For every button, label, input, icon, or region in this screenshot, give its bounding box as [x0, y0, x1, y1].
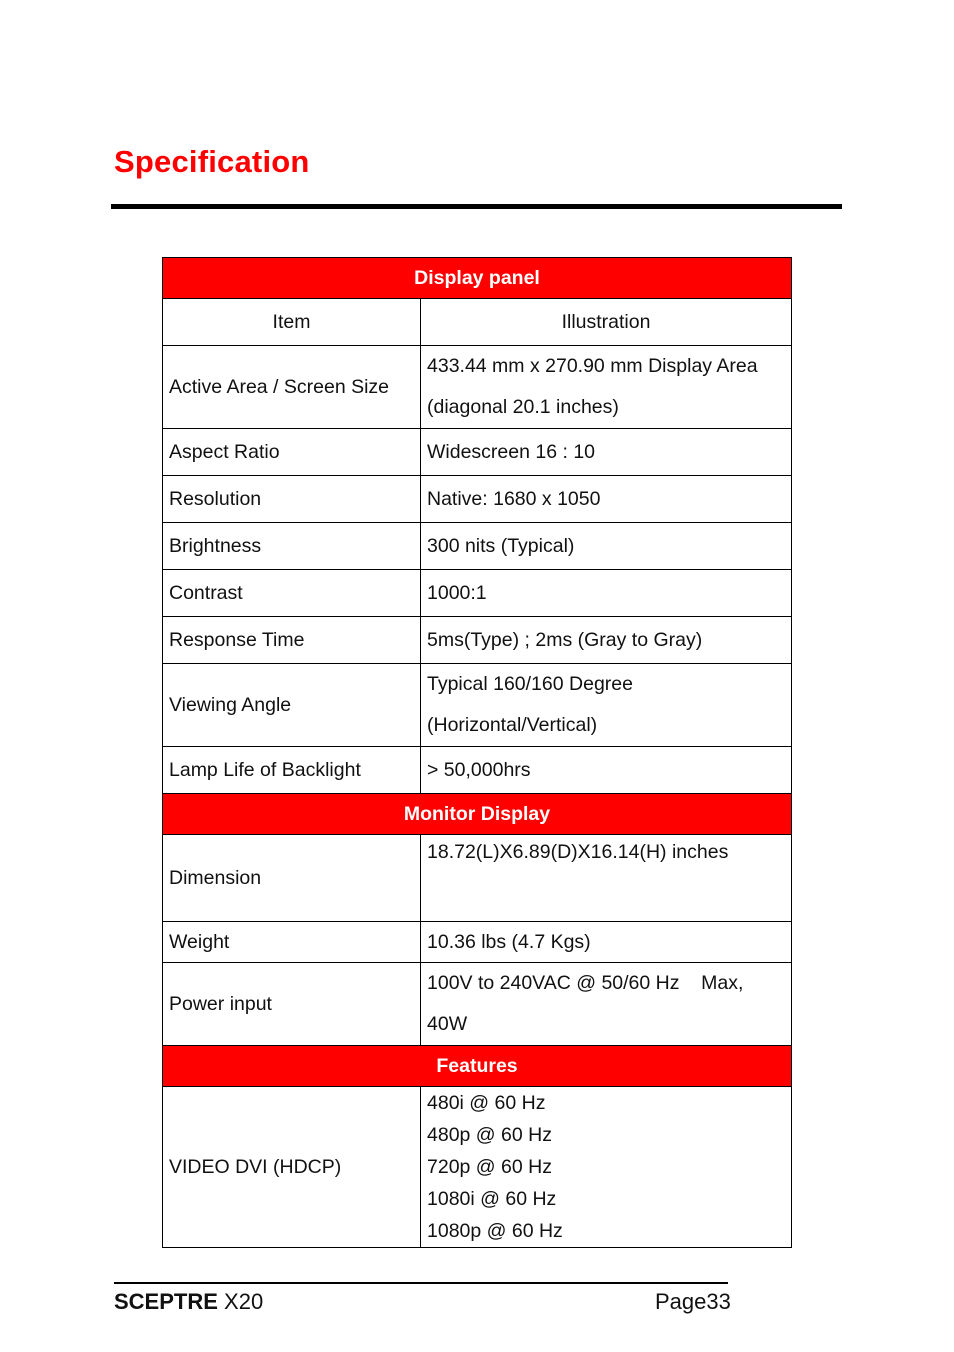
value-line: 1080i @ 60 Hz [427, 1188, 557, 1210]
table-row [163, 922, 792, 963]
value-line: 720p @ 60 Hz [427, 1156, 552, 1178]
row-value: 5ms(Type) ; 2ms (Gray to Gray) [421, 617, 792, 664]
table-row [163, 963, 792, 1046]
value-line: (Horizontal/Vertical) [427, 714, 598, 736]
column-header-item: Item [163, 299, 421, 346]
value-line: 1080p @ 60 Hz [427, 1220, 563, 1242]
value-line: Typical 160/160 Degree [427, 673, 633, 695]
column-header-illustration: Illustration [421, 299, 792, 346]
page-title: Specification [114, 144, 310, 179]
section-title: Monitor Display [163, 794, 792, 835]
table-row [163, 570, 792, 617]
section-header-features [163, 1046, 792, 1087]
row-value: 18.72(L)X6.89(D)X16.14(H) inches [421, 835, 792, 922]
row-item-label: Weight [163, 922, 421, 963]
row-value: > 50,000hrs [421, 747, 792, 794]
row-item-label: Brightness [163, 523, 421, 570]
table-row [163, 664, 792, 747]
row-item-label: Dimension [163, 835, 421, 922]
row-item-label: Active Area / Screen Size [163, 346, 421, 429]
row-item-label: Lamp Life of Backlight [163, 747, 421, 794]
row-value [421, 346, 792, 429]
table-row [163, 1087, 792, 1248]
row-item-label: Power input [163, 963, 421, 1046]
row-item-label: Viewing Angle [163, 664, 421, 747]
footer-brand: SCEPTRE [114, 1289, 218, 1314]
table-row [163, 346, 792, 429]
row-value: Widescreen 16 : 10 [421, 429, 792, 476]
row-item-label: Contrast [163, 570, 421, 617]
table-row [163, 476, 792, 523]
row-value: 10.36 lbs (4.7 Kgs) [421, 922, 792, 963]
section-header-display-panel [163, 258, 792, 299]
value-line: 100V to 240VAC @ 50/60 Hz Max, [427, 972, 744, 994]
page-number: Page33 [655, 1289, 731, 1314]
title-divider [111, 204, 842, 209]
row-value [421, 664, 792, 747]
table-row [163, 523, 792, 570]
row-value: 1000:1 [421, 570, 792, 617]
table-row [163, 835, 792, 922]
value-line: (diagonal 20.1 inches) [427, 396, 619, 418]
footer-product [114, 1289, 263, 1315]
value-line: 433.44 mm x 270.90 mm Display Area [427, 355, 758, 377]
value-line: 40W [427, 1013, 468, 1035]
section-title: Display panel [163, 258, 792, 299]
row-item-label: Response Time [163, 617, 421, 664]
table-row [163, 429, 792, 476]
table-header-row [163, 299, 792, 346]
value-line: 480i @ 60 Hz [427, 1092, 546, 1114]
table-row [163, 747, 792, 794]
row-item-label: Resolution [163, 476, 421, 523]
row-item-label: Aspect Ratio [163, 429, 421, 476]
specification-table [162, 257, 792, 1248]
footer-divider [114, 1282, 728, 1284]
value-line: 480p @ 60 Hz [427, 1124, 552, 1146]
section-header-monitor-display [163, 794, 792, 835]
row-value: Native: 1680 x 1050 [421, 476, 792, 523]
section-title: Features [163, 1046, 792, 1087]
table-row [163, 617, 792, 664]
row-value: 300 nits (Typical) [421, 523, 792, 570]
row-value [421, 1087, 792, 1248]
footer-model: X20 [217, 1289, 264, 1314]
row-item-label: VIDEO DVI (HDCP) [163, 1087, 421, 1248]
row-value [421, 963, 792, 1046]
